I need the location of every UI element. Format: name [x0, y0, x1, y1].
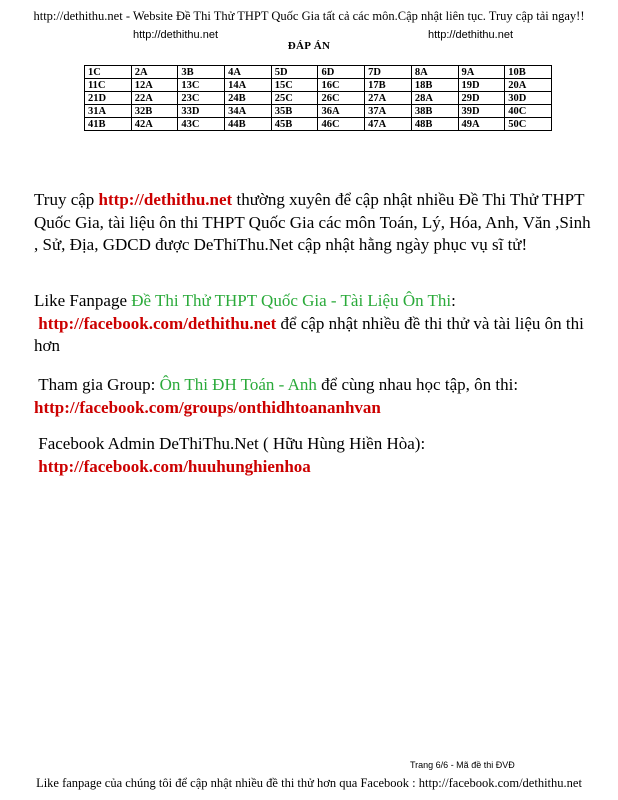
answer-cell: 48B: [411, 118, 458, 131]
answer-cell: 17B: [365, 79, 412, 92]
visit-text: thường xuyên để cập nhật nhiều Đề Thi Thử THPT Quốc Gia, tài liệu ôn thi THPT Quốc Gia các môn Toán, Lý, Hóa, Anh, Văn ,Sinh , Sử, Địa, GDCD được DeThiThu.Net cập nhật hằng ngày phục vụ sĩ tử!: [34, 190, 591, 254]
group-name-link[interactable]: Ôn Thi ĐH Toán - Anh: [159, 375, 317, 394]
answer-cell: 39D: [458, 105, 505, 118]
answer-cell: 36A: [318, 105, 365, 118]
fanpage-name-link[interactable]: Đề Thi Thử THPT Quốc Gia - Tài Liệu Ôn Thi: [131, 291, 452, 310]
answer-cell: 50C: [505, 118, 552, 131]
answer-cell: 32B: [131, 105, 178, 118]
group-prefix: Tham gia Group:: [38, 375, 160, 394]
answer-cell: 31A: [85, 105, 132, 118]
fanpage-colon: :: [451, 291, 456, 310]
answer-cell: 49A: [458, 118, 505, 131]
site-link-left[interactable]: http://dethithu.net: [133, 29, 219, 41]
answer-cell: 2A: [131, 66, 178, 79]
answer-cell: 26C: [318, 92, 365, 105]
site-link-right[interactable]: http://dethithu.net: [428, 29, 514, 41]
answer-cell: 34A: [225, 105, 272, 118]
answer-cell: 38B: [411, 105, 458, 118]
visit-prefix: Truy cập: [34, 190, 99, 209]
answer-cell: 14A: [225, 79, 272, 92]
answer-cell: 37A: [365, 105, 412, 118]
answer-cell: 19D: [458, 79, 505, 92]
answer-row: [85, 118, 552, 131]
answer-cell: 24B: [225, 92, 272, 105]
answer-cell: 15C: [271, 79, 318, 92]
promo-paragraph-group: [34, 374, 594, 419]
facebook-admin-link[interactable]: http://facebook.com/huuhunghienhoa: [38, 456, 311, 476]
answer-row: [85, 79, 552, 92]
top-banner: http://dethithu.net - Website Đề Thi Thử THPT Quốc Gia tất cả các môn.Cập nhật liên tục. Truy cập tải ngay!!: [33, 9, 585, 23]
facebook-fanpage-link[interactable]: http://facebook.com/dethithu.net: [38, 313, 277, 333]
answer-cell: 18B: [411, 79, 458, 92]
answer-row: [85, 66, 552, 79]
facebook-group-link[interactable]: http://facebook.com/groups/onthidhtoananhvan: [34, 397, 381, 417]
promo-paragraph-admin: [34, 433, 594, 478]
fanpage-text: để cập nhật nhiều đề thi thử và tài liệu ôn thi hơn: [34, 313, 584, 355]
answer-cell: 42A: [131, 118, 178, 131]
dethithu-link[interactable]: http://dethithu.net: [98, 190, 233, 209]
answer-cell: 35B: [271, 105, 318, 118]
answer-cell: 6D: [318, 66, 365, 79]
fanpage-prefix: Like Fanpage: [34, 291, 132, 310]
answer-cell: 40C: [505, 105, 552, 118]
page-info: Trang 6/6 - Mã đề thi ĐVĐ: [410, 760, 515, 770]
answer-cell: 8A: [411, 66, 458, 79]
admin-text: Facebook Admin DeThiThu.Net ( Hữu Hùng Hiền Hòa):: [38, 434, 426, 453]
answer-cell: 29D: [458, 92, 505, 105]
answer-cell: 27A: [365, 92, 412, 105]
answer-cell: 13C: [178, 79, 225, 92]
answer-cell: 25C: [271, 92, 318, 105]
answer-key-table: [84, 65, 552, 131]
answer-cell: 46C: [318, 118, 365, 131]
promo-paragraph-fanpage: [34, 290, 594, 358]
answer-cell: 11C: [85, 79, 132, 92]
answer-cell: 23C: [178, 92, 225, 105]
answer-cell: 4A: [225, 66, 272, 79]
answer-cell: 22A: [131, 92, 178, 105]
answer-cell: 33D: [178, 105, 225, 118]
answer-row: [85, 92, 552, 105]
answer-cell: 1C: [85, 66, 132, 79]
answer-cell: 3B: [178, 66, 225, 79]
promo-paragraph-visit: [34, 189, 594, 257]
answer-cell: 44B: [225, 118, 272, 131]
answer-key-title: ĐÁP ÁN: [287, 40, 331, 52]
answer-cell: 28A: [411, 92, 458, 105]
answer-cell: 21D: [85, 92, 132, 105]
answer-cell: 43C: [178, 118, 225, 131]
group-text: để cùng nhau học tập, ôn thi:: [316, 375, 519, 394]
answer-cell: 47A: [365, 118, 412, 131]
answer-cell: 45B: [271, 118, 318, 131]
answer-cell: 9A: [458, 66, 505, 79]
bottom-banner: Like fanpage của chúng tôi để cập nhật nhiều đề thi thử hơn qua Facebook : http://facebook.com/dethithu.net: [36, 776, 582, 790]
answer-cell: 16C: [318, 79, 365, 92]
answer-cell: 5D: [271, 66, 318, 79]
answer-cell: 12A: [131, 79, 178, 92]
answer-cell: 41B: [85, 118, 132, 131]
answer-cell: 30D: [505, 92, 552, 105]
answer-cell: 10B: [505, 66, 552, 79]
answer-cell: 7D: [365, 66, 412, 79]
answer-row: [85, 105, 552, 118]
answer-cell: 20A: [505, 79, 552, 92]
